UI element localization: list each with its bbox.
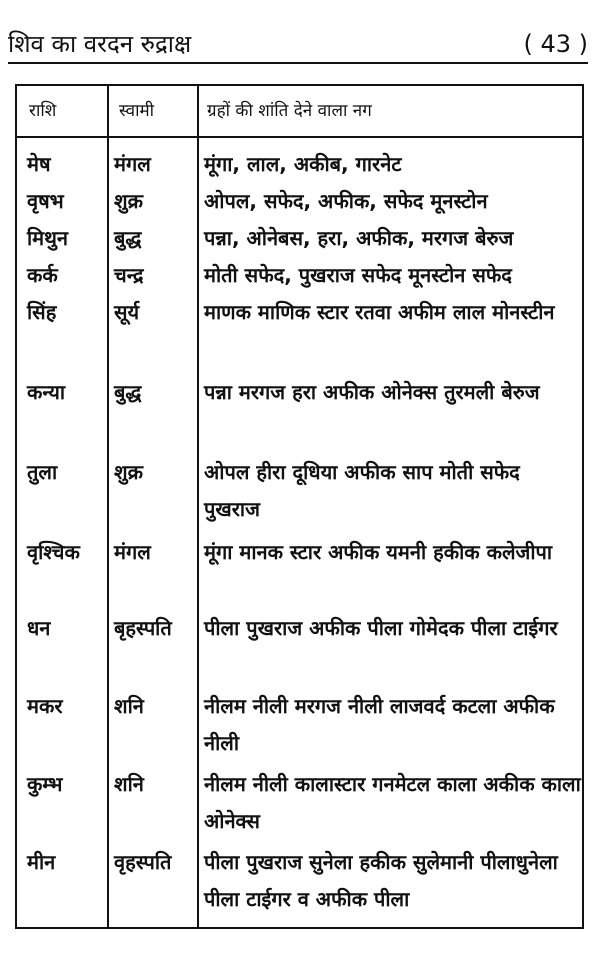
swami-cell: चन्द्र	[114, 263, 144, 287]
rashi-cell: कर्क	[27, 263, 58, 287]
swami-cell: शनि	[114, 772, 144, 796]
rashi-cell: मिथुन	[27, 226, 69, 250]
column-header-rashi: राशि	[29, 101, 57, 121]
rashi-cell: सिंह	[27, 300, 57, 324]
column-header-swami: स्वामी	[119, 101, 155, 121]
gem-cell: मूंगा, लाल, अकीब, गारनेट	[204, 152, 402, 176]
rashi-cell: मीन	[27, 850, 56, 874]
rashi-cell: वृश्चिक	[27, 540, 80, 564]
gem-cell: ओपल हीरा दूधिया अफीक साप मोती सफेद पुखराज	[204, 460, 520, 521]
swami-cell: मंगल	[114, 152, 151, 176]
swami-cell: बुद्ध	[114, 226, 142, 250]
rashi-cell: मकर	[27, 694, 63, 718]
swami-cell: सूर्य	[114, 300, 140, 324]
swami-cell: शुक्र	[114, 460, 143, 484]
header-divider	[17, 136, 582, 138]
rashi-cell: तुला	[27, 460, 58, 484]
swami-cell: शुक्र	[114, 189, 143, 213]
rashi-gem-table	[15, 84, 584, 929]
gem-cell: पीला पुखराज अफीक पीला गोमेदक पीला टाईगर	[204, 616, 558, 640]
rashi-cell: कुम्भ	[27, 772, 63, 796]
book-title: शिव का वरदन रुद्राक्ष	[8, 30, 192, 58]
rashi-cell: वृषभ	[27, 189, 64, 213]
gem-cell: नीलम नीली मरगज नीली लाजवर्द कटला अफीक नीली	[204, 694, 555, 755]
page-number: ( 43 )	[523, 30, 588, 58]
swami-cell: मंगल	[114, 540, 151, 564]
gem-cell: पन्ना, ओनेबस, हरा, अफीक, मरगज बेरुज	[204, 226, 514, 250]
swami-cell: शनि	[114, 694, 144, 718]
gem-cell: पन्ना मरगज हरा अफीक ओनेक्स तुरमली बेरुज	[204, 380, 540, 404]
rashi-cell: धन	[27, 616, 51, 640]
swami-cell: बृहस्पति	[114, 616, 172, 640]
rashi-cell: कन्या	[27, 380, 66, 404]
swami-cell: वृहस्पति	[114, 850, 172, 874]
gem-cell: मोती सफेद, पुखराज सफेद मूनस्टोन सफेद	[204, 263, 512, 287]
gem-cell: ओपल, सफेद, अफीक, सफेद मूनस्टोन	[204, 189, 488, 213]
column-header-gem: ग्रहों की शांति देने वाला नग	[207, 101, 372, 121]
gem-cell: माणक माणिक स्टार रतवा अफीम लाल मोनस्टीन	[204, 300, 555, 324]
gem-cell: नीलम नीली कालास्टार गनमेटल काला अकीक काला ओनेक्स	[204, 772, 581, 833]
gem-cell: मूंगा मानक स्टार अफीक यमनी हकीक कलेजीपा	[204, 540, 553, 564]
page-header	[8, 28, 588, 64]
rashi-cell: मेष	[27, 152, 51, 176]
swami-cell: बुद्ध	[114, 380, 142, 404]
gem-cell: पीला पुखराज सुनेला हकीक सुलेमानी पीलाधुनेला पीला टाईगर व अफीक पीला	[204, 850, 558, 911]
